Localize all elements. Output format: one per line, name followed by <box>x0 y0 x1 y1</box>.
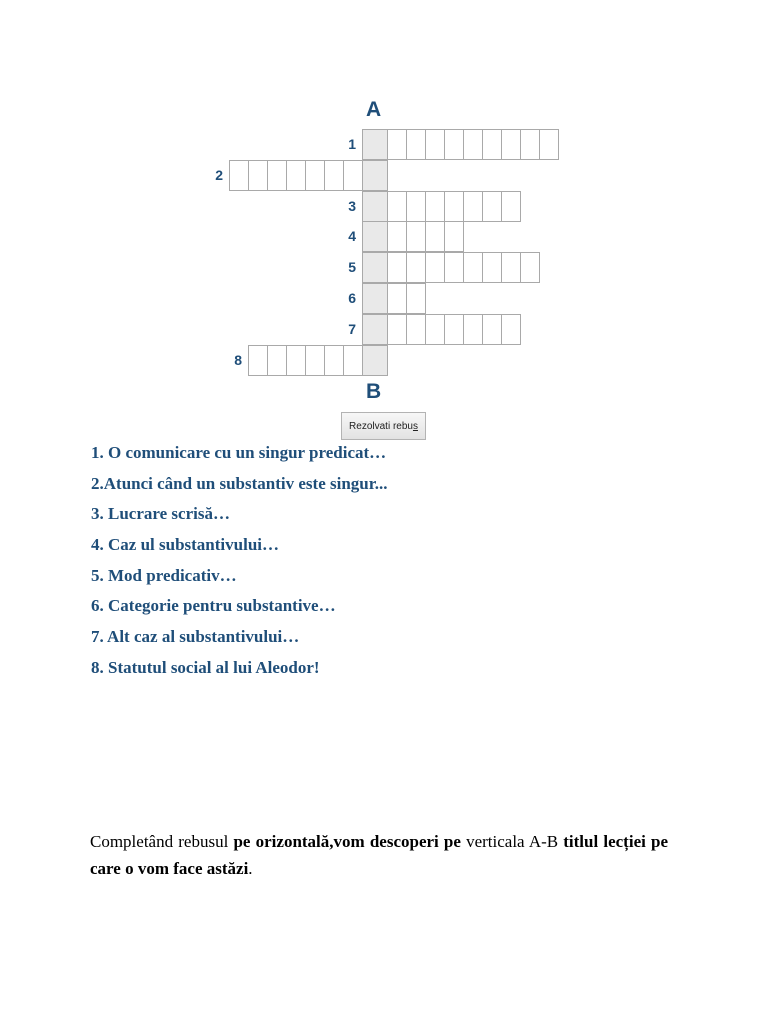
instruction-part-1: Completând rebusul <box>90 832 234 851</box>
crossword-cell[interactable] <box>406 283 426 314</box>
row-number-3: 3 <box>348 197 356 214</box>
crossword-cell[interactable] <box>387 283 407 314</box>
crossword-cell[interactable] <box>305 160 325 191</box>
crossword-key-cell[interactable] <box>362 283 388 314</box>
crossword-cell[interactable] <box>539 129 559 160</box>
instruction-part-5: . <box>248 859 253 878</box>
clue-8: 8. Statutul social al lui Aleodor! <box>91 657 320 677</box>
crossword-cell[interactable] <box>520 252 540 283</box>
crossword-cell[interactable] <box>444 252 464 283</box>
crossword-cell[interactable] <box>406 129 426 160</box>
crossword-cell[interactable] <box>406 252 426 283</box>
clue-2: 2.Atunci când un substantiv este singur... <box>91 473 388 493</box>
crossword-cell[interactable] <box>387 129 407 160</box>
crossword-key-cell[interactable] <box>362 160 388 191</box>
crossword-cell[interactable] <box>406 314 426 345</box>
crossword-key-cell[interactable] <box>362 314 388 345</box>
clue-7: 7. Alt caz al substantivului… <box>91 627 300 647</box>
clue-list <box>91 438 387 684</box>
clue-6: 6. Categorie pentru substantive… <box>91 596 336 616</box>
instruction-part-2: pe orizontală,vom descoperi pe <box>233 832 461 851</box>
crossword-cell[interactable] <box>286 345 306 376</box>
crossword-cell[interactable] <box>520 129 540 160</box>
crossword-cell[interactable] <box>324 160 344 191</box>
solve-button-mnemonic: s <box>412 420 418 432</box>
crossword-cell[interactable] <box>463 191 483 222</box>
row-number-5: 5 <box>348 259 356 276</box>
clue-3: 3. Lucrare scrisă… <box>91 504 230 524</box>
crossword-cell[interactable] <box>501 252 521 283</box>
crossword-cell[interactable] <box>501 129 521 160</box>
crossword-cell[interactable] <box>387 314 407 345</box>
crossword-cell[interactable] <box>343 345 363 376</box>
crossword-cell[interactable] <box>387 191 407 222</box>
crossword-cell[interactable] <box>248 345 268 376</box>
crossword-cell[interactable] <box>463 129 483 160</box>
crossword-cell[interactable] <box>305 345 325 376</box>
clue-1: 1. O comunicare cu un singur predicat… <box>91 443 387 462</box>
row-number-2: 2 <box>215 166 223 183</box>
row-number-1: 1 <box>348 136 356 152</box>
crossword-cell[interactable] <box>343 160 363 191</box>
crossword-grid <box>0 0 768 420</box>
crossword-cell[interactable] <box>501 314 521 345</box>
instruction-part-3: verticala A-B <box>460 832 564 851</box>
row-number-4: 4 <box>348 228 356 245</box>
crossword-cell[interactable] <box>482 252 502 283</box>
crossword-cell[interactable] <box>463 252 483 283</box>
crossword-cell[interactable] <box>425 252 445 283</box>
row-number-6: 6 <box>348 290 356 306</box>
crossword-cell[interactable] <box>444 221 464 252</box>
crossword-cell[interactable] <box>406 191 426 222</box>
clue-5: 5. Mod predicativ… <box>91 565 237 585</box>
crossword-key-cell[interactable] <box>362 252 388 283</box>
clue-4: 4. Caz ul substantivului… <box>91 535 279 555</box>
crossword-cell[interactable] <box>425 191 445 222</box>
crossword-cell[interactable] <box>444 314 464 345</box>
crossword-cell[interactable] <box>324 345 344 376</box>
crossword-cell[interactable] <box>425 129 445 160</box>
crossword-title-b: B <box>366 380 382 403</box>
instruction-paragraph <box>90 828 668 882</box>
row-number-8: 8 <box>234 351 242 368</box>
instruction-part-4: titlul lecției pe care o vom face astăzi <box>90 832 668 878</box>
crossword-cell[interactable] <box>425 314 445 345</box>
crossword-title-a: A <box>366 98 382 121</box>
crossword-cell[interactable] <box>387 252 407 283</box>
crossword-cell[interactable] <box>482 191 502 222</box>
crossword-cell[interactable] <box>267 345 287 376</box>
crossword-key-cell[interactable] <box>362 221 388 252</box>
crossword-cell[interactable] <box>248 160 268 191</box>
crossword-key-cell[interactable] <box>362 345 388 376</box>
crossword-key-cell[interactable] <box>362 191 388 222</box>
crossword-cell[interactable] <box>267 160 287 191</box>
crossword-cell[interactable] <box>229 160 249 191</box>
crossword-cell[interactable] <box>387 221 407 252</box>
crossword-cell[interactable] <box>482 314 502 345</box>
crossword-key-cell[interactable] <box>362 129 388 160</box>
crossword-cell[interactable] <box>406 221 426 252</box>
crossword-cell[interactable] <box>501 191 521 222</box>
solve-crossword-button[interactable] <box>341 412 426 440</box>
crossword-cell[interactable] <box>463 314 483 345</box>
crossword-cell[interactable] <box>444 129 464 160</box>
crossword-cell[interactable] <box>286 160 306 191</box>
crossword-cell[interactable] <box>482 129 502 160</box>
solve-button-label: Rezolvati rebu <box>349 420 413 432</box>
crossword-cell[interactable] <box>444 191 464 222</box>
row-number-7: 7 <box>348 320 356 337</box>
crossword-cell[interactable] <box>425 221 445 252</box>
